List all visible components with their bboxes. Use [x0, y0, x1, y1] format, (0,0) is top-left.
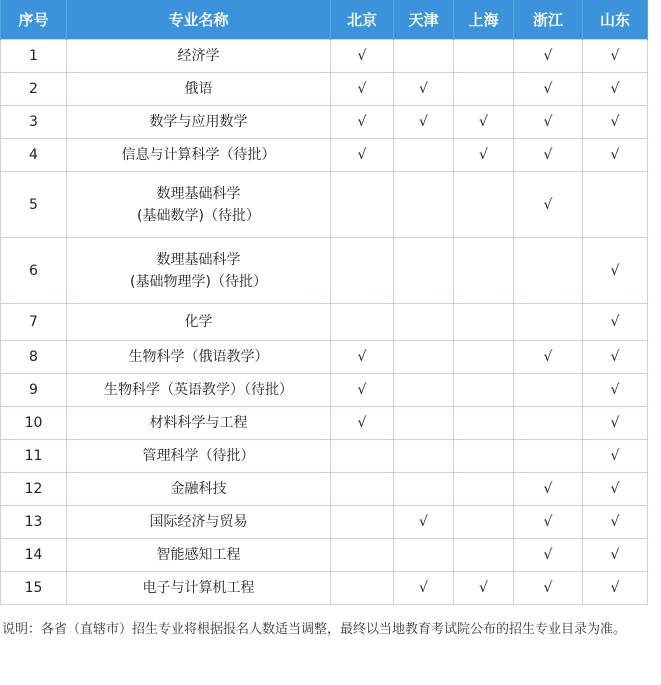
cell-tianjin	[394, 40, 454, 73]
cell-shanghai	[454, 238, 514, 304]
cell-shanghai: √	[454, 139, 514, 172]
cell-shandong: √	[583, 106, 648, 139]
table-row	[1, 539, 648, 572]
cell-major-name: 材料科学与工程	[67, 407, 331, 440]
cell-shandong: √	[583, 304, 648, 341]
cell-beijing: √	[331, 106, 394, 139]
cell-index: 5	[1, 172, 67, 238]
cell-tianjin: √	[394, 506, 454, 539]
cell-index: 2	[1, 73, 67, 106]
cell-zhejiang: √	[514, 73, 583, 106]
cell-tianjin	[394, 407, 454, 440]
cell-shanghai	[454, 172, 514, 238]
cell-shandong: √	[583, 440, 648, 473]
cell-zhejiang: √	[514, 572, 583, 605]
table-row	[1, 139, 648, 172]
header-beijing: 北京	[331, 0, 394, 40]
cell-major-name: 生物科学（俄语教学）	[67, 341, 331, 374]
cell-shandong: √	[583, 40, 648, 73]
cell-major-name: 管理科学（待批）	[67, 440, 331, 473]
cell-zhejiang	[514, 440, 583, 473]
cell-tianjin	[394, 304, 454, 341]
cell-zhejiang	[514, 374, 583, 407]
cell-beijing	[331, 539, 394, 572]
cell-shanghai	[454, 473, 514, 506]
cell-shanghai	[454, 304, 514, 341]
cell-major-name: 电子与计算机工程	[67, 572, 331, 605]
cell-beijing: √	[331, 139, 394, 172]
cell-major-name: 国际经济与贸易	[67, 506, 331, 539]
cell-major-name: 信息与计算科学（待批）	[67, 139, 331, 172]
table-row	[1, 440, 648, 473]
cell-shanghai	[454, 440, 514, 473]
cell-shanghai	[454, 40, 514, 73]
cell-tianjin	[394, 341, 454, 374]
cell-index: 1	[1, 40, 67, 73]
cell-shandong: √	[583, 407, 648, 440]
cell-index: 6	[1, 238, 67, 304]
header-zhejiang: 浙江	[514, 0, 583, 40]
cell-shanghai	[454, 407, 514, 440]
cell-beijing	[331, 473, 394, 506]
cell-tianjin	[394, 440, 454, 473]
cell-major-name: 经济学	[67, 40, 331, 73]
cell-tianjin: √	[394, 106, 454, 139]
header-shanghai: 上海	[454, 0, 514, 40]
cell-zhejiang: √	[514, 473, 583, 506]
cell-zhejiang	[514, 304, 583, 341]
table-row	[1, 304, 648, 341]
cell-zhejiang: √	[514, 539, 583, 572]
cell-shandong	[583, 172, 648, 238]
cell-zhejiang: √	[514, 172, 583, 238]
cell-major-name: 数学与应用数学	[67, 106, 331, 139]
cell-tianjin	[394, 374, 454, 407]
cell-shanghai	[454, 73, 514, 106]
cell-major-name: 智能感知工程	[67, 539, 331, 572]
cell-beijing: √	[331, 374, 394, 407]
cell-tianjin	[394, 539, 454, 572]
cell-index: 3	[1, 106, 67, 139]
cell-shandong: √	[583, 572, 648, 605]
cell-beijing	[331, 572, 394, 605]
cell-tianjin	[394, 473, 454, 506]
table-row	[1, 172, 648, 238]
cell-index: 11	[1, 440, 67, 473]
table-row	[1, 407, 648, 440]
cell-beijing: √	[331, 40, 394, 73]
table-row	[1, 374, 648, 407]
cell-major-name: 化学	[67, 304, 331, 341]
cell-tianjin: √	[394, 572, 454, 605]
cell-shanghai	[454, 341, 514, 374]
cell-major-name: 金融科技	[67, 473, 331, 506]
cell-index: 8	[1, 341, 67, 374]
cell-zhejiang: √	[514, 106, 583, 139]
table-row	[1, 40, 648, 73]
table-row	[1, 106, 648, 139]
cell-shandong: √	[583, 139, 648, 172]
cell-zhejiang	[514, 238, 583, 304]
cell-zhejiang: √	[514, 139, 583, 172]
table-row	[1, 473, 648, 506]
cell-zhejiang: √	[514, 40, 583, 73]
cell-major-name: 俄语	[67, 73, 331, 106]
cell-index: 14	[1, 539, 67, 572]
cell-zhejiang: √	[514, 506, 583, 539]
cell-zhejiang: √	[514, 341, 583, 374]
cell-tianjin	[394, 139, 454, 172]
table-row	[1, 572, 648, 605]
footnote-text: 说明：各省（直辖市）招生专业将根据报名人数适当调整，最终以当地教育考试院公布的招生专业目录为准。	[2, 622, 627, 637]
cell-tianjin	[394, 172, 454, 238]
header-shandong: 山东	[583, 0, 648, 40]
cell-shandong: √	[583, 506, 648, 539]
cell-index: 7	[1, 304, 67, 341]
cell-shanghai	[454, 506, 514, 539]
header-major-name: 专业名称	[67, 0, 331, 40]
table-row	[1, 73, 648, 106]
cell-shanghai	[454, 539, 514, 572]
cell-beijing	[331, 238, 394, 304]
table-header-row	[1, 0, 648, 40]
cell-beijing: √	[331, 73, 394, 106]
cell-shandong: √	[583, 473, 648, 506]
table-row	[1, 238, 648, 304]
cell-tianjin: √	[394, 73, 454, 106]
cell-tianjin	[394, 238, 454, 304]
header-index: 序号	[1, 0, 67, 40]
cell-index: 9	[1, 374, 67, 407]
cell-major-name: 生物科学（英语教学）（待批）	[67, 374, 331, 407]
cell-shandong: √	[583, 238, 648, 304]
cell-beijing	[331, 506, 394, 539]
cell-index: 10	[1, 407, 67, 440]
header-tianjin: 天津	[394, 0, 454, 40]
cell-shandong: √	[583, 539, 648, 572]
cell-beijing	[331, 304, 394, 341]
cell-shandong: √	[583, 374, 648, 407]
cell-shanghai: √	[454, 106, 514, 139]
cell-major-name: 数理基础科学 (基础物理学)（待批）	[67, 238, 331, 304]
cell-beijing	[331, 172, 394, 238]
cell-index: 12	[1, 473, 67, 506]
cell-index: 4	[1, 139, 67, 172]
cell-beijing: √	[331, 407, 394, 440]
table-row	[1, 341, 648, 374]
cell-zhejiang	[514, 407, 583, 440]
cell-index: 15	[1, 572, 67, 605]
cell-shandong: √	[583, 73, 648, 106]
cell-major-name: 数理基础科学 (基础数学)（待批）	[67, 172, 331, 238]
cell-shanghai	[454, 374, 514, 407]
cell-shandong: √	[583, 341, 648, 374]
cell-index: 13	[1, 506, 67, 539]
cell-beijing: √	[331, 341, 394, 374]
table-row	[1, 506, 648, 539]
cell-beijing	[331, 440, 394, 473]
cell-shanghai: √	[454, 572, 514, 605]
